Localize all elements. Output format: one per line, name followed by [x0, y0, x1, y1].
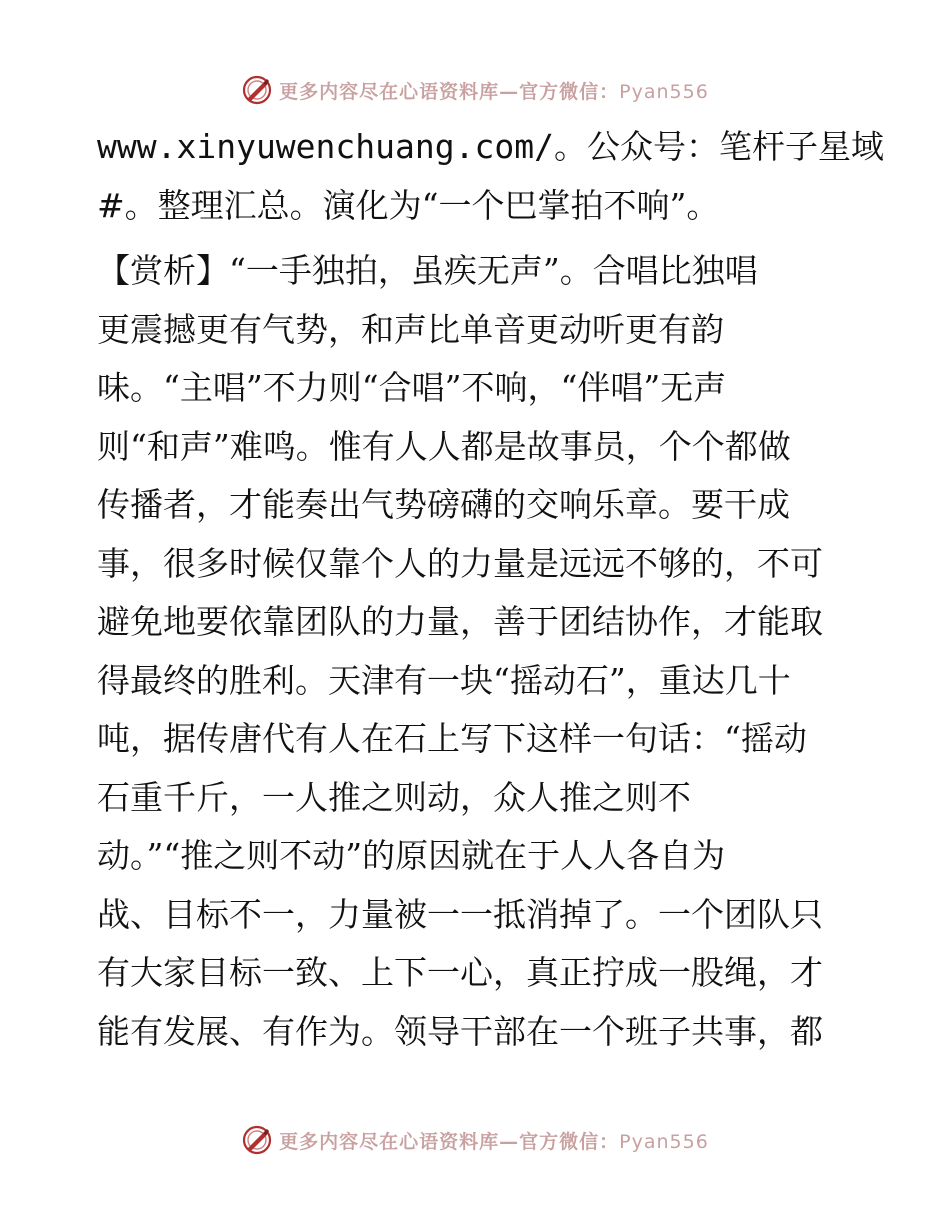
- header-banner-text: 更多内容尽在心语资料库—官方微信：Pyan556: [279, 80, 709, 103]
- brand-logo-icon: [241, 1124, 273, 1156]
- text-line: 有大家目标一致、上下一心，真正拧成一股绳，才: [97, 953, 823, 992]
- header-wechat-id: Pyan556: [619, 80, 709, 103]
- text-line: 吨，据传唐代有人在石上写下这样一句话：“摇动: [97, 719, 807, 758]
- brand-logo-icon: [241, 74, 273, 106]
- text-line: 味。“主唱”不力则“合唱”不响，“伴唱”无声: [97, 368, 727, 407]
- text-line: 【赏析】“一手独拍，虽疾无声”。合唱比独唱: [97, 251, 758, 290]
- text-line: 得最终的胜利。天津有一块“摇动石”，重达几十: [97, 660, 791, 700]
- text-line: 事，很多时候仅靠个人的力量是远远不够的，不可: [97, 543, 823, 583]
- text-line: 传播者，才能奏出气势磅礴的交响乐章。要干成: [97, 485, 790, 524]
- text-line: #。整理汇总。演化为“一个巴掌拍不响”。: [97, 185, 720, 225]
- text-line: 战、目标不一，力量被一一抵消掉了。一个团队只: [97, 894, 823, 934]
- text-line: 动。”“推之则不动”的原因就在于人人各自为: [97, 836, 726, 875]
- footer-wechat-id: Pyan556: [619, 1130, 709, 1153]
- text-line: www.xinyuwenchuang.com/。公众号：笔杆子星域: [97, 127, 884, 166]
- footer-banner-text: 更多内容尽在心语资料库—官方微信：Pyan556: [279, 1130, 709, 1153]
- header-banner: [0, 70, 950, 110]
- body-text: [97, 118, 884, 1061]
- text-line: 则“和声”难鸣。惟有人人都是故事员，个个都做: [97, 426, 791, 466]
- text-line: 更震撼更有气势，和声比单音更动听更有韵: [97, 309, 724, 349]
- text-line: 能有发展、有作为。领导干部在一个班子共事，都: [97, 1011, 823, 1051]
- text-line: 石重千斤，一人推之则动，众人推之则不: [97, 777, 691, 817]
- footer-banner: [0, 1120, 950, 1160]
- text-line: 避免地要依靠团队的力量，善于团结协作，才能取: [97, 602, 823, 641]
